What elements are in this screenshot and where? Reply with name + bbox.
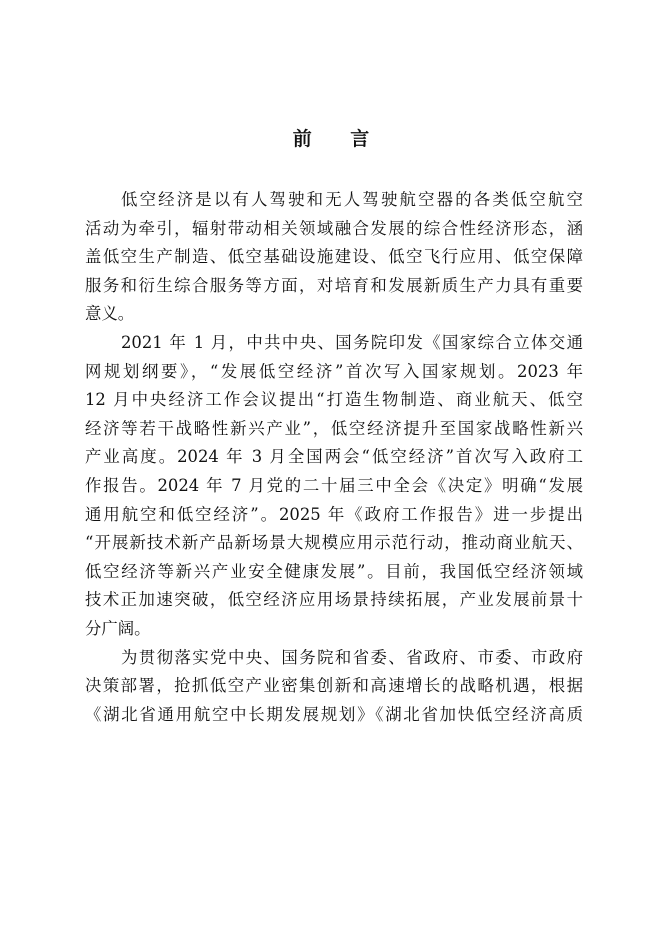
paragraph-line: 网规划纲要》，“发展低空经济”首次写入国家规划。2023 年 bbox=[85, 361, 583, 381]
paragraph-line: 12 月中央经济工作会议提出“打造生物制造、商业航天、低空 bbox=[85, 390, 583, 410]
paragraph-line: 技术正加速突破，低空经济应用场景持续拓展，产业发展前景十 bbox=[85, 590, 583, 610]
paragraph-line: 决策部署，抢抓低空产业密集创新和高速增长的战略机遇，根据 bbox=[85, 676, 583, 696]
paragraph-line: 《湖北省通用航空中长期发展规划》《湖北省加快低空经济高质 bbox=[85, 704, 583, 724]
paragraph-line: 服务和衍生综合服务等方面，对培育和发展新质生产力具有重要 bbox=[85, 275, 583, 295]
paragraph-line: 经济等若干战略性新兴产业”，低空经济提升至国家战略性新兴 bbox=[85, 418, 583, 438]
paragraph-line: 盖低空生产制造、低空基础设施建设、低空飞行应用、低空保障 bbox=[85, 247, 583, 267]
paragraph-line: 活动为牵引，辐射带动相关领域融合发展的综合性经济形态，涵 bbox=[85, 218, 583, 238]
document-body bbox=[85, 186, 583, 729]
paragraph-line: 产业高度。2024 年 3 月全国两会“低空经济”首次写入政府工 bbox=[85, 447, 583, 467]
paragraph-line: 低空经济是以有人驾驶和无人驾驶航空器的各类低空航空 bbox=[121, 190, 583, 209]
paragraph-line: “开展新技术新产品新场景大规模应用示范行动，推动商业航天、 bbox=[85, 533, 583, 553]
paragraph-line: 2021 年 1 月，中共中央、国务院印发《国家综合立体交通 bbox=[121, 332, 583, 352]
paragraph-2 bbox=[85, 329, 583, 644]
page-title: 前 言 bbox=[292, 128, 386, 150]
paragraph-line: 分广阔。 bbox=[85, 618, 151, 638]
paragraph-line: 低空经济等新兴产业安全健康发展”。目前，我国低空经济领域 bbox=[85, 561, 583, 581]
paragraph-1 bbox=[85, 186, 583, 329]
paragraph-line: 作报告。2024 年 7 月党的二十届三中全会《决定》明确“发展 bbox=[85, 475, 583, 495]
paragraph-line: 为贯彻落实党中央、国务院和省委、省政府、市委、市政府 bbox=[121, 647, 583, 667]
paragraph-line: 通用航空和低空经济”。2025 年《政府工作报告》进一步提出 bbox=[85, 504, 583, 524]
paragraph-3 bbox=[85, 644, 583, 730]
paragraph-line: 意义。 bbox=[85, 304, 135, 324]
